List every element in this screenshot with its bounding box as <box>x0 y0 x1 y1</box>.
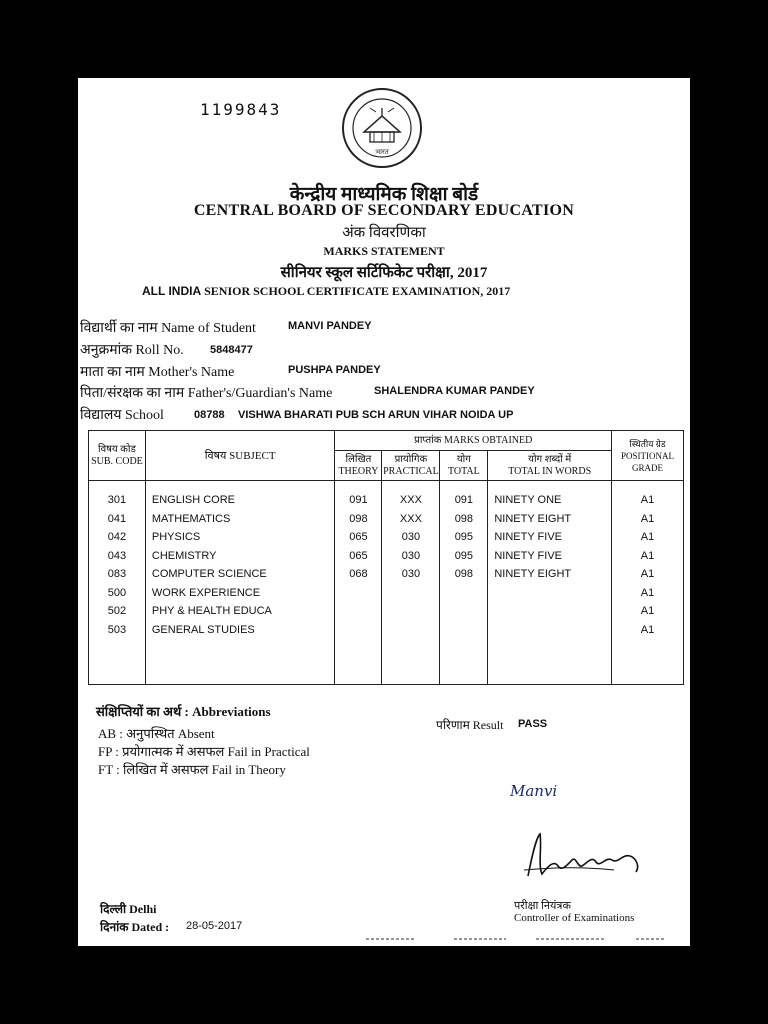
column-total <box>440 481 488 685</box>
header-words-hindi: योग शब्दों में <box>528 453 572 465</box>
row-total <box>440 621 487 640</box>
row-grade: A1 <box>640 605 655 617</box>
row-subject: MATHEMATICS <box>151 512 231 525</box>
statement-title-english: MARKS STATEMENT <box>323 244 445 258</box>
exam-title-english <box>142 284 510 299</box>
row-subject: GENERAL STUDIES <box>151 623 255 636</box>
row-code: 041 <box>107 512 127 525</box>
row-practical: XXX <box>399 494 422 506</box>
row-words <box>494 621 611 640</box>
row-practical: 030 <box>401 549 421 562</box>
row-grade: A1 <box>640 586 655 599</box>
header-theory <box>335 451 382 481</box>
header-total-hindi: योग <box>456 453 471 465</box>
header-practical <box>382 451 440 481</box>
roll-number: 5848477 <box>210 344 253 356</box>
column-words <box>488 481 612 685</box>
row-theory: 091 <box>349 494 368 506</box>
header-practical-english: PRACTICAL <box>383 465 439 477</box>
student-name-label: विद्यार्थी का नाम Name of Student <box>80 321 256 336</box>
bottom-perforation <box>366 936 666 942</box>
row-words <box>494 602 611 621</box>
row-practical: 030 <box>401 568 421 580</box>
column-grade <box>612 481 684 685</box>
result-value: PASS <box>518 718 548 730</box>
row-code: 083 <box>107 568 127 580</box>
row-total: 095 <box>454 531 474 543</box>
header-grade <box>612 431 684 481</box>
header-total <box>440 451 488 481</box>
exam-title-prefix: ALL INDIA <box>142 284 202 298</box>
header-theory-english: THEORY <box>338 465 379 477</box>
row-theory <box>335 584 381 603</box>
row-grade: A1 <box>640 512 655 525</box>
place: दिल्ली Delhi <box>100 902 157 916</box>
mother-label: माता का नाम Mother's Name <box>80 365 235 380</box>
abbreviation-fp: FP : प्रयोगात्मक में असफल Fail in Practical <box>98 744 310 759</box>
header-code-english: SUB. CODE <box>91 455 143 467</box>
board-title-english: CENTRAL BOARD OF SECONDARY EDUCATION <box>193 202 575 219</box>
marks-statement-page <box>78 78 690 946</box>
row-theory: 065 <box>349 549 368 562</box>
header-grade-hindi: स्थितीय ग्रेड <box>629 438 666 449</box>
row-practical <box>382 621 439 640</box>
row-code: 043 <box>107 549 127 562</box>
cbse-seal-icon <box>340 86 424 170</box>
row-practical <box>382 584 439 603</box>
date-value: 28-05-2017 <box>186 920 243 932</box>
board-title-hindi: केन्द्रीय माध्यमिक शिक्षा बोर्ड <box>289 184 479 205</box>
column-code <box>89 481 146 685</box>
mother-name: PUSHPA PANDEY <box>288 364 381 376</box>
column-subject <box>145 481 335 685</box>
row-total: 091 <box>454 494 474 506</box>
serial-number: 1199843 <box>200 100 282 119</box>
marks-table <box>88 430 684 685</box>
row-grade: A1 <box>640 568 655 580</box>
row-subject: PHY & HEALTH EDUCA <box>151 605 272 617</box>
seal-lettering: भारत <box>375 148 389 156</box>
controller-title-english: Controller of Examinations <box>514 912 635 924</box>
abbreviation-ab: AB : अनुपस्थित Absent <box>98 726 215 741</box>
row-total <box>440 602 487 621</box>
row-subject: PHYSICS <box>151 531 201 543</box>
row-grade: A1 <box>640 494 655 506</box>
header-code <box>89 431 146 481</box>
header-words-english: TOTAL IN WORDS <box>508 465 592 477</box>
row-theory: 065 <box>349 531 368 543</box>
header-subject: विषय SUBJECT <box>145 431 335 481</box>
column-theory <box>335 481 382 685</box>
row-words: NINETY EIGHT <box>494 512 572 525</box>
row-code: 502 <box>107 605 127 617</box>
row-words: NINETY ONE <box>494 494 562 506</box>
header-total-english: TOTAL <box>447 465 480 477</box>
row-theory <box>335 621 381 640</box>
row-total: 095 <box>454 549 474 562</box>
row-code: 500 <box>107 586 127 599</box>
student-name: MANVI PANDEY <box>288 320 372 332</box>
row-code: 301 <box>107 494 127 506</box>
header-theory-hindi: लिखित <box>345 453 372 465</box>
school-name: VISHWA BHARATI PUB SCH ARUN VIHAR NOIDA UP <box>238 409 514 421</box>
roll-label: अनुक्रमांक Roll No. <box>80 343 184 358</box>
controller-signature-icon <box>518 826 648 886</box>
school-label: विद्यालय School <box>80 408 164 423</box>
row-words: NINETY FIVE <box>494 531 562 543</box>
row-practical: XXX <box>399 512 422 525</box>
row-words <box>494 584 611 603</box>
row-theory: 068 <box>349 568 368 580</box>
row-grade: A1 <box>640 531 655 543</box>
row-subject: WORK EXPERIENCE <box>151 586 261 599</box>
statement-title-hindi: अंक विवरणिका <box>342 225 426 241</box>
exam-title-hindi: सीनियर स्कूल सर्टिफिकेट परीक्षा, 2017 <box>280 265 488 281</box>
header-marks: प्राप्तांक MARKS OBTAINED <box>335 431 612 451</box>
row-subject: COMPUTER SCIENCE <box>151 568 267 580</box>
row-total: 098 <box>454 568 474 580</box>
header-words <box>488 451 612 481</box>
row-theory <box>335 602 381 621</box>
result-label: परिणाम Result <box>436 718 504 732</box>
header-code-hindi: विषय कोड <box>98 443 136 455</box>
abbreviations-title: संक्षिप्तियों का अर्थ : Abbreviations <box>96 704 271 719</box>
row-total: 098 <box>454 512 474 525</box>
row-code: 503 <box>107 623 127 636</box>
header-practical-hindi: प्रायोगिक <box>394 453 428 465</box>
row-theory: 098 <box>349 512 368 525</box>
row-words: NINETY EIGHT <box>494 568 572 580</box>
row-grade: A1 <box>640 623 655 636</box>
row-code: 042 <box>107 531 127 543</box>
row-grade: A1 <box>640 549 655 562</box>
father-name: SHALENDRA KUMAR PANDEY <box>374 385 535 397</box>
row-subject: ENGLISH CORE <box>151 494 236 506</box>
father-label: पिता/संरक्षक का नाम Father's/Guardian's Name <box>80 386 333 401</box>
exam-title-main: SENIOR SCHOOL CERTIFICATE EXAMINATION, 2017 <box>204 284 511 298</box>
date-label: दिनांक Dated : <box>100 920 170 934</box>
column-practical <box>382 481 440 685</box>
controller-title-hindi: परीक्षा नियंत्रक <box>514 900 571 912</box>
row-words: NINETY FIVE <box>494 549 562 562</box>
school-code: 08788 <box>194 409 225 421</box>
header-grade-english: POSITIONAL GRADE <box>621 450 675 473</box>
row-practical <box>382 602 439 621</box>
abbreviation-ft: FT : लिखित में असफल Fail in Theory <box>98 762 286 777</box>
row-total <box>440 584 487 603</box>
row-practical: 030 <box>401 531 421 543</box>
row-subject: CHEMISTRY <box>151 549 217 562</box>
student-signature: Manvi <box>510 782 558 800</box>
